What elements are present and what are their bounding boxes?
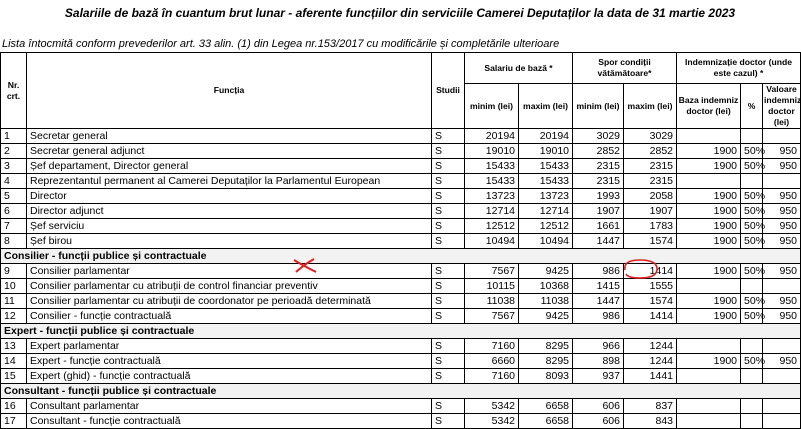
cell-spor-maxim: 837 (624, 399, 677, 414)
cell-salariu-maxim: 12512 (519, 219, 573, 234)
cell-spor-maxim: 1574 (624, 294, 677, 309)
cell-salariu-maxim: 12714 (519, 204, 573, 219)
cell-functia: Secretar general adjunct (27, 144, 432, 159)
cell-spor-maxim: 2058 (624, 189, 677, 204)
cell-studii: S (432, 129, 465, 144)
cell-salariu-minim: 7160 (465, 339, 519, 354)
cell-studii: S (432, 174, 465, 189)
cell-valoare: 950 (763, 264, 801, 279)
cell-valoare: 950 (763, 294, 801, 309)
cell-salariu-minim: 5342 (465, 399, 519, 414)
cell-nr: 17 (1, 414, 27, 429)
cell-valoare (763, 339, 801, 354)
cell-baza: 1900 (677, 159, 741, 174)
cell-procent: 50% (741, 189, 763, 204)
cell-procent (741, 369, 763, 384)
cell-spor-maxim: 1555 (624, 279, 677, 294)
cell-spor-maxim: 1574 (624, 234, 677, 249)
section-row (1, 249, 801, 264)
cell-baza (677, 279, 741, 294)
cell-baza (677, 399, 741, 414)
cell-baza (677, 339, 741, 354)
cell-baza: 1900 (677, 219, 741, 234)
cell-baza: 1900 (677, 204, 741, 219)
cell-salariu-maxim: 9425 (519, 264, 573, 279)
cell-nr: 3 (1, 159, 27, 174)
cell-spor-maxim: 1907 (624, 204, 677, 219)
table-body (1, 129, 801, 429)
table-row (1, 309, 801, 324)
cell-procent: 50% (741, 159, 763, 174)
cell-valoare: 950 (763, 309, 801, 324)
cell-nr: 16 (1, 399, 27, 414)
cell-nr: 14 (1, 354, 27, 369)
cell-salariu-maxim: 15433 (519, 159, 573, 174)
header-procent: % (741, 84, 763, 129)
cell-spor-maxim: 1244 (624, 339, 677, 354)
cell-studii: S (432, 219, 465, 234)
cell-salariu-maxim: 20194 (519, 129, 573, 144)
table-row (1, 234, 801, 249)
table-row (1, 339, 801, 354)
cell-nr: 5 (1, 189, 27, 204)
cell-valoare: 950 (763, 204, 801, 219)
cell-salariu-minim: 19010 (465, 144, 519, 159)
header-salariu-maxim: maxim (lei) (519, 84, 573, 129)
cell-salariu-minim: 12714 (465, 204, 519, 219)
table-row (1, 369, 801, 384)
cell-spor-minim: 2315 (573, 159, 624, 174)
cell-valoare (763, 279, 801, 294)
table-row (1, 159, 801, 174)
cell-procent: 50% (741, 309, 763, 324)
cell-salariu-minim: 10494 (465, 234, 519, 249)
cell-studii: S (432, 399, 465, 414)
cell-studii: S (432, 309, 465, 324)
cell-nr: 2 (1, 144, 27, 159)
cell-spor-minim: 2315 (573, 174, 624, 189)
red-circle-mark (620, 256, 660, 288)
cell-studii: S (432, 369, 465, 384)
table-row (1, 174, 801, 189)
cell-baza (677, 174, 741, 189)
cell-spor-minim: 1415 (573, 279, 624, 294)
table-row (1, 144, 801, 159)
cell-salariu-maxim: 6658 (519, 399, 573, 414)
cell-salariu-minim: 15433 (465, 159, 519, 174)
cell-functia: Consilier - funcție contractuală (27, 309, 432, 324)
cell-studii: S (432, 279, 465, 294)
section-title: Consultant - funcții publice și contractuale (1, 384, 801, 399)
table-row (1, 189, 801, 204)
cell-salariu-minim: 15433 (465, 174, 519, 189)
table-row (1, 129, 801, 144)
cell-nr: 1 (1, 129, 27, 144)
document-subtitle: Lista întocmită conform prevederilor art. 33 alin. (1) din Legea nr.153/2017 cu modificările și completările ulterioare (2, 38, 560, 50)
cell-valoare (763, 174, 801, 189)
cell-nr: 6 (1, 204, 27, 219)
cell-baza (677, 129, 741, 144)
cell-spor-maxim: 1414 (624, 264, 677, 279)
cell-studii: S (432, 414, 465, 429)
cell-valoare: 950 (763, 159, 801, 174)
header-nr: Nr. crt. (1, 53, 27, 129)
cell-spor-minim: 2852 (573, 144, 624, 159)
cell-nr: 8 (1, 234, 27, 249)
cell-salariu-maxim: 15433 (519, 174, 573, 189)
cell-salariu-minim: 6660 (465, 354, 519, 369)
cell-salariu-minim: 7567 (465, 309, 519, 324)
cell-procent: 50% (741, 234, 763, 249)
section-title: Expert - funcții publice și contractuale (1, 324, 801, 339)
cell-spor-maxim: 1414 (624, 309, 677, 324)
cell-baza: 1900 (677, 234, 741, 249)
cell-nr: 10 (1, 279, 27, 294)
cell-functia: Secretar general (27, 129, 432, 144)
cell-salariu-maxim: 13723 (519, 189, 573, 204)
cell-procent (741, 129, 763, 144)
cell-studii: S (432, 339, 465, 354)
cell-spor-minim: 606 (573, 414, 624, 429)
cell-salariu-maxim: 8295 (519, 354, 573, 369)
cell-studii: S (432, 159, 465, 174)
cell-valoare: 950 (763, 354, 801, 369)
header-indemnizatie: Indemnizație doctor (unde este cazul) * (677, 53, 801, 84)
cell-baza: 1900 (677, 189, 741, 204)
cell-spor-minim: 1447 (573, 234, 624, 249)
cell-spor-minim: 986 (573, 264, 624, 279)
cell-salariu-minim: 7160 (465, 369, 519, 384)
cell-functia: Șef serviciu (27, 219, 432, 234)
cell-baza: 1900 (677, 309, 741, 324)
cell-functia: Șef departament, Director general (27, 159, 432, 174)
section-title: Consilier - funcții publice și contractuale (1, 249, 801, 264)
cell-spor-minim: 986 (573, 309, 624, 324)
cell-spor-minim: 3029 (573, 129, 624, 144)
cell-spor-maxim: 2852 (624, 144, 677, 159)
cell-valoare: 950 (763, 219, 801, 234)
table-row (1, 279, 801, 294)
cell-procent: 50% (741, 294, 763, 309)
cell-baza: 1900 (677, 144, 741, 159)
section-row (1, 384, 801, 399)
cell-spor-minim: 606 (573, 399, 624, 414)
cell-studii: S (432, 294, 465, 309)
table-row (1, 204, 801, 219)
cell-salariu-maxim: 6658 (519, 414, 573, 429)
cell-functia: Consultant parlamentar (27, 399, 432, 414)
cell-salariu-minim: 20194 (465, 129, 519, 144)
cell-procent: 50% (741, 219, 763, 234)
cell-functia: Expert parlamentar (27, 339, 432, 354)
cell-studii: S (432, 234, 465, 249)
cell-baza: 1900 (677, 264, 741, 279)
cell-studii: S (432, 354, 465, 369)
header-functia: Funcția (27, 53, 432, 129)
header-spor-maxim: maxim (lei) (624, 84, 677, 129)
cell-spor-minim: 1907 (573, 204, 624, 219)
cell-spor-minim: 1661 (573, 219, 624, 234)
cell-spor-minim: 1993 (573, 189, 624, 204)
cell-valoare: 950 (763, 234, 801, 249)
cell-nr: 13 (1, 339, 27, 354)
cell-spor-maxim: 1244 (624, 354, 677, 369)
cell-salariu-maxim: 19010 (519, 144, 573, 159)
cell-salariu-minim: 5342 (465, 414, 519, 429)
cell-salariu-maxim: 10368 (519, 279, 573, 294)
cell-procent: 50% (741, 204, 763, 219)
header-salariu-minim: minim (lei) (465, 84, 519, 129)
cell-salariu-minim: 12512 (465, 219, 519, 234)
cell-valoare: 950 (763, 144, 801, 159)
cell-functia: Șef birou (27, 234, 432, 249)
cell-salariu-maxim: 8295 (519, 339, 573, 354)
header-spor-minim: minim (lei) (573, 84, 624, 129)
cell-nr: 7 (1, 219, 27, 234)
cell-functia: Director adjunct (27, 204, 432, 219)
cell-functia: Consilier parlamentar cu atribuții de coordonator pe perioadă determinată (27, 294, 432, 309)
cell-salariu-minim: 10115 (465, 279, 519, 294)
header-spor: Spor condiții vătămătoare* (573, 53, 677, 84)
cell-spor-minim: 966 (573, 339, 624, 354)
table-row (1, 354, 801, 369)
cell-nr: 11 (1, 294, 27, 309)
cell-spor-maxim: 2315 (624, 159, 677, 174)
red-cross-mark (292, 257, 318, 275)
document-title: Salariile de bază în cuantum brut lunar - aferente funcțiilor din serviciile Camerei Deputaților la data de 31 martie 2023 (64, 6, 736, 20)
section-row (1, 324, 801, 339)
cell-functia: Reprezentantul permanent al Camerei Deputaților la Parlamentul European (27, 174, 432, 189)
cell-spor-maxim: 1441 (624, 369, 677, 384)
cell-valoare (763, 399, 801, 414)
cell-valoare (763, 414, 801, 429)
cell-spor-maxim: 843 (624, 414, 677, 429)
cell-salariu-maxim: 8093 (519, 369, 573, 384)
cell-spor-maxim: 3029 (624, 129, 677, 144)
cell-procent (741, 174, 763, 189)
cell-baza: 1900 (677, 294, 741, 309)
cell-procent (741, 399, 763, 414)
cell-valoare (763, 369, 801, 384)
cell-functia: Consilier parlamentar (27, 264, 432, 279)
cell-nr: 9 (1, 264, 27, 279)
cell-studii: S (432, 204, 465, 219)
cell-spor-maxim: 1783 (624, 219, 677, 234)
cell-nr: 15 (1, 369, 27, 384)
cell-salariu-minim: 7567 (465, 264, 519, 279)
cell-salariu-minim: 13723 (465, 189, 519, 204)
cell-studii: S (432, 189, 465, 204)
header-valoare: Valoare indemniz doctor (lei) (764, 84, 801, 127)
cell-functia: Director (27, 189, 432, 204)
table-row (1, 219, 801, 234)
cell-salariu-maxim: 10494 (519, 234, 573, 249)
header-salariu: Salariu de bază * (465, 53, 573, 84)
cell-procent (741, 414, 763, 429)
header-studii: Studii (432, 53, 465, 129)
cell-functia: Expert - funcție contractuală (27, 354, 432, 369)
cell-valoare (763, 129, 801, 144)
cell-nr: 4 (1, 174, 27, 189)
cell-studii: S (432, 264, 465, 279)
cell-baza (677, 369, 741, 384)
cell-procent: 50% (741, 144, 763, 159)
cell-procent (741, 279, 763, 294)
table-row (1, 264, 801, 279)
cell-functia: Expert (ghid) - funcție contractuală (27, 369, 432, 384)
cell-salariu-minim: 11038 (465, 294, 519, 309)
table-row (1, 414, 801, 429)
cell-salariu-maxim: 9425 (519, 309, 573, 324)
cell-baza (677, 414, 741, 429)
cell-spor-maxim: 2315 (624, 174, 677, 189)
table-row (1, 399, 801, 414)
cell-valoare: 950 (763, 189, 801, 204)
cell-salariu-maxim: 11038 (519, 294, 573, 309)
cell-functia: Consilier parlamentar cu atribuții de control financiar preventiv (27, 279, 432, 294)
cell-studii: S (432, 144, 465, 159)
table-row (1, 294, 801, 309)
cell-nr: 12 (1, 309, 27, 324)
cell-spor-minim: 898 (573, 354, 624, 369)
cell-spor-minim: 1447 (573, 294, 624, 309)
cell-functia: Consultant - funcție contractuală (27, 414, 432, 429)
header-baza: Baza indemniz doctor (lei) (677, 84, 741, 129)
cell-procent: 50% (741, 264, 763, 279)
cell-procent: 50% (741, 354, 763, 369)
cell-baza: 1900 (677, 354, 741, 369)
cell-procent (741, 339, 763, 354)
cell-spor-minim: 937 (573, 369, 624, 384)
salary-table (0, 52, 801, 429)
